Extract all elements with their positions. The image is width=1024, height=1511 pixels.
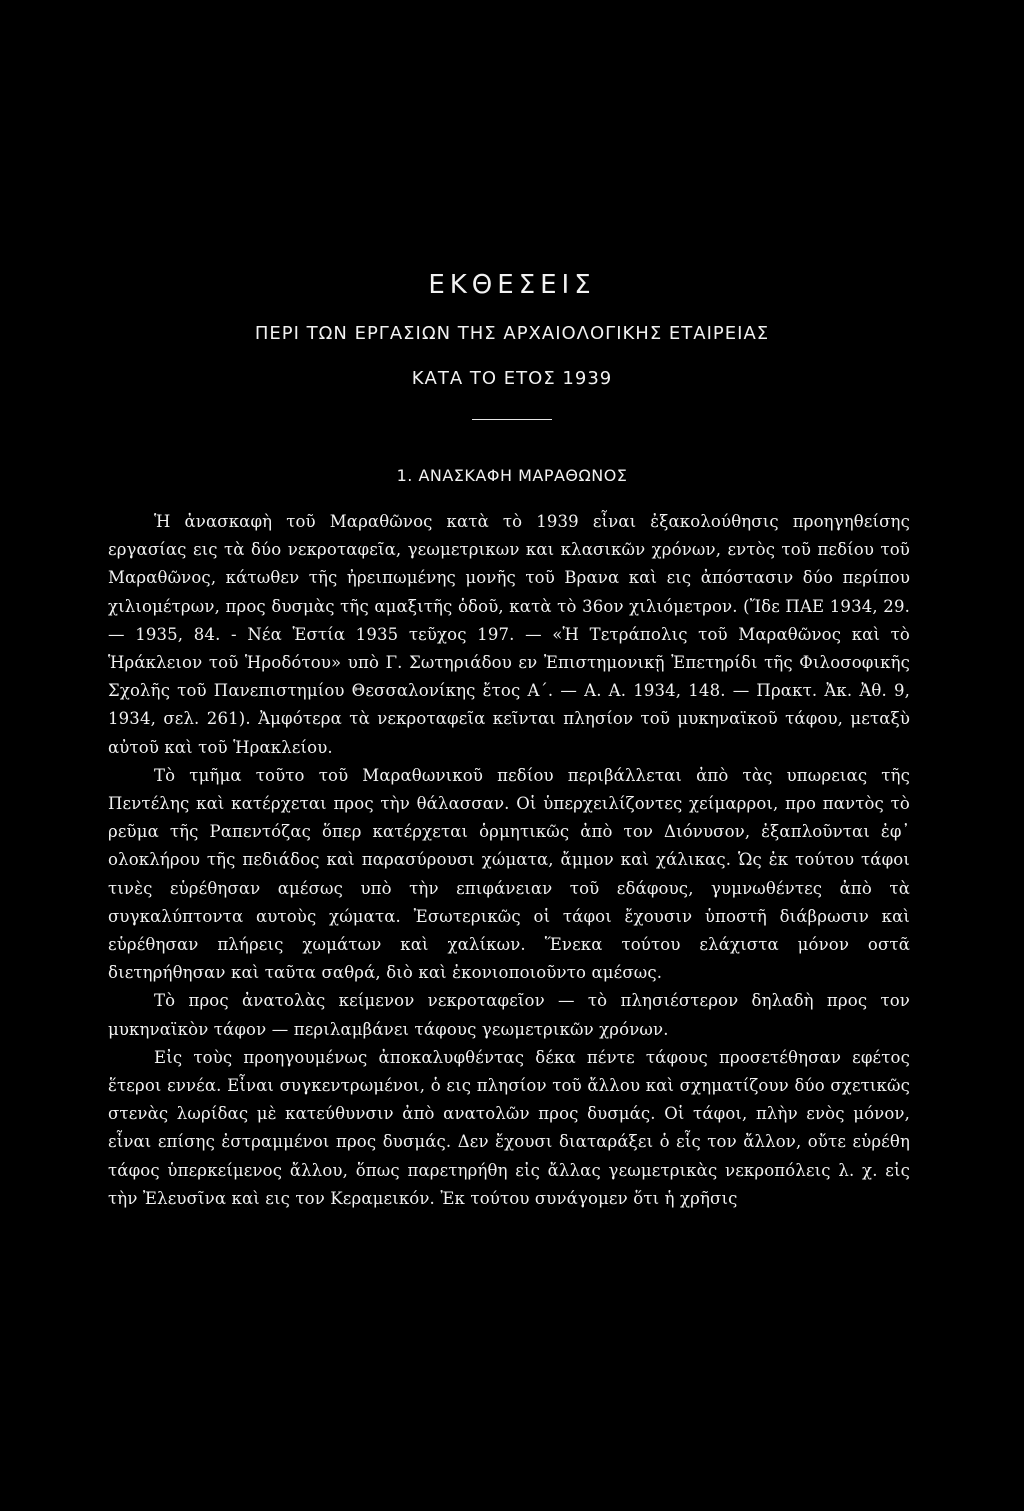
body-text — [108, 508, 910, 1213]
report-year-line: ΚΑΤΑ ΤΟ ΕΤΟΣ 1939 — [411, 368, 613, 389]
paragraph-1: Ἡ ἀνασκαφὴ τοῦ Μαραθῶνος κατὰ τὸ 1939 εἶναι ἐξακολούθησις προηγηθείσης εργασίας εις τὰ δύο νεκροταφεῖα, γεωμετρικων και κλασικῶν χρόνων, εντὸς τοῦ πεδίου τοῦ Μαραθῶνος, κάτωθεν τῆς ἠρειπωμένης μονῆς τοῦ Βρανα καὶ εις ἀπόστασιν δύο περίπου χιλιομέτρων, προς δυσμὰς τῆς αμαξιτῆς ὁδοῦ, κατὰ τὸ 36ον χιλιόμετρον. (Ἴδε ΠΑΕ 1934, 29. — 1935, 84. - Νέα Ἑστία 1935 τεῦχος 197. — «Ἡ Τετράπολις τοῦ Μαραθῶνος καὶ τὸ Ἡράκλειον τοῦ Ἡροδότου» υπὸ Γ. Σωτηριάδου εν Ἐπιστημονικῇ Ἐπετηρίδι τῆς Φιλοσοφικῆς Σχολῆς τοῦ Πανεπιστημίου Θεσσαλονίκης ἔτος Α΄. — Α. Α. 1934, 148. — Πρακτ. Ἀκ. Ἀθ. 9, 1934, σελ. 261). Ἀμφότερα τὰ νεκροταφεῖα κεῖνται πλησίον τοῦ μυκηναϊκοῦ τάφου, μεταξὺ αὐτοῦ καὶ τοῦ Ἡρακλείου. — [108, 512, 910, 757]
section-heading: 1. ΑΝΑΣΚΑΦΗ ΜΑΡΑΘΩΝΟΣ — [396, 466, 628, 485]
paragraph-3: Τὸ προς ἀνατολὰς κείμενον νεκροταφεῖον — τὸ πλησιέστερον δηλαδὴ προς τον μυκηναϊκὸν τάφον — περιλαμβάνει τάφους γεωμετρικῶν χρόνων. — [108, 991, 910, 1039]
paragraph-4: Εἰς τοὺς προηγουμένως ἀποκαλυφθέντας δέκα πέντε τάφους προσετέθησαν εφέτος ἕτεροι εννέα. Εἶναι συγκεντρωμένοι, ὁ εις πλησίον τοῦ ἄλλου καὶ σχηματίζουν δύο σχετικῶς στενὰς λωρίδας μὲ κατεύθυνσιν ἀπὸ ανατολῶν προς δυσμάς. Οἱ τάφοι, πλὴν ενὸς μόνον, εἶναι επίσης ἐστραμμένοι προς δυσμάς. Δεν ἔχουσι διαταράξει ὁ εἷς τον ἄλλον, οὔτε εὑρέθη τάφος ὑπερκείμενος ἄλλου, ὅπως παρετηρήθη εἰς ἄλλας γεωμετρικὰς νεκροπόλεις λ. χ. εἰς τὴν Ἐλευσῖνα καὶ εις τον Κεραμεικόν. Ἐκ τούτου συνάγομεν ὅτι ἡ χρῆσις — [108, 1047, 910, 1208]
report-title: ΕΚΘΕΣΕΙΣ — [428, 270, 596, 300]
paragraph-2: Τὸ τμῆμα τοῦτο τοῦ Μαραθωνικοῦ πεδίου περιβάλλεται ἀπὸ τὰς υπωρειας τῆς Πεντέλης καὶ κατέρχεται προς τὴν θάλασσαν. Οἱ ὑπερχειλίζοντες χείμαρροι, προ παντὸς τὸ ρεῦμα τῆς Ραπεντόζας ὅπερ κατέρχεται ὁρμητικῶς ἀπὸ τον Διόνυσον, ἐξαπλοῦνται ἐφ᾽ ολοκλήρου τῆς πεδιάδος καὶ παρασύρουσι χώματα, ἄμμον καὶ χάλικας. Ὡς ἐκ τούτου τάφοι τινὲς εὑρέθησαν αμέσως υπὸ τὴν επιφάνειαν τοῦ εδάφους, γυμνωθέντες ἀπὸ τὰ συγκαλύπτοντα αυτοὺς χώματα. Ἐσωτερικῶς οἱ τάφοι ἔχουσιν ὑποστῆ διάβρωσιν καὶ εὑρέθησαν πλήρεις χωμάτων καὶ χαλίκων. Ἕνεκα τούτου ελάχιστα μόνον οστᾶ διετηρήθησαν καὶ ταῦτα σαθρά, διὸ καὶ ἐκονιοποιοῦντο αμέσως. — [108, 765, 910, 983]
report-subtitle: ΠΕΡΙ ΤΩΝ ΕΡΓΑΣΙΩΝ ΤΗΣ ΑΡΧΑΙΟΛΟΓΙΚΗΣ ΕΤΑΙΡΕΙΑΣ — [254, 323, 770, 344]
title-divider — [472, 419, 552, 420]
